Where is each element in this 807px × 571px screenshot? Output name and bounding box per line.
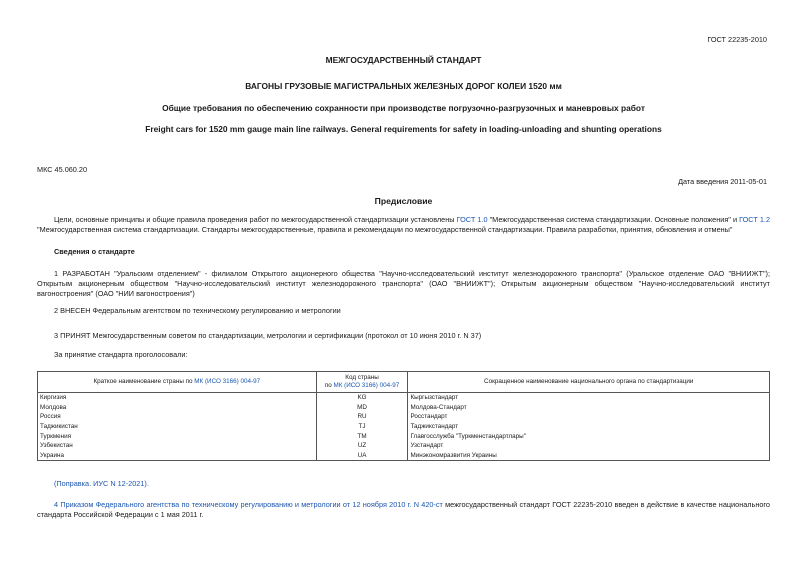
table-header-row: [38, 372, 770, 393]
body-cell: Росстандарт: [408, 412, 770, 422]
header-country-code: Код страны по МК (ИСО 3166) 004-97: [316, 372, 408, 393]
body-cell: Минэкономразвития Украины: [408, 451, 770, 461]
voting-countries-table: [37, 371, 770, 461]
amendment-paragraph: [37, 479, 770, 489]
body-cell: Молдова-Стандарт: [408, 403, 770, 413]
body-cell: Главгосслужба "Туркменстандартлары": [408, 431, 770, 441]
item-1-developed: 1 РАЗРАБОТАН "Уральским отделением" - филиалом Открытого акционерного общества "Научно-исследовательский институт железнодорожного транспорта" (Уральское отделение ОАО "ВНИИЖТ"); Открытым акционерным обществом "Научно-исследовательский институт железнодорожного транспорта" (ОАО "ВНИИЖТ"); Открытым акционерным обществом "Научно-исследовательский институт вагоностроения" (ОАО "НИИ вагоностроения"): [37, 269, 770, 298]
code-cell: RU: [316, 412, 408, 422]
item-4-text: межгосударственный стандарт ГОСТ 22235-2010 введен в действие в качестве национального стандарта Российской Федерации с 1 мая 2011 г.: [37, 500, 770, 519]
header-national-body: Сокращенное наименование национального органа по стандартизации: [408, 372, 770, 393]
item-3-adopted: 3 ПРИНЯТ Межгосударственным советом по стандартизации, метрологии и сертификации (протокол от 10 июня 2010 г. N 37): [54, 331, 482, 340]
mk-iso-3166-link[interactable]: МК (ИСО 3166) 004-97: [194, 377, 261, 385]
country-cell: Таджикистан: [38, 422, 317, 432]
standard-heading: МЕЖГОСУДАРСТВЕННЫЙ СТАНДАРТ: [325, 55, 482, 65]
about-standard-heading: Сведения о стандарте: [54, 247, 135, 256]
mk-iso-3166-link-2[interactable]: МК (ИСО 3166) 004-97: [333, 382, 400, 389]
mks-code: МКС 45.060.20: [37, 165, 88, 174]
body-cell: Узстандарт: [408, 441, 770, 451]
body-cell: Таджикстандарт: [408, 422, 770, 432]
table-row: [38, 403, 770, 413]
country-cell: Украина: [38, 451, 317, 461]
amendment-link[interactable]: (Поправка. ИУС N 12-2021).: [54, 479, 149, 488]
table-row: [38, 451, 770, 461]
country-cell: Туркмения: [38, 431, 317, 441]
preface-paragraph: [37, 215, 770, 235]
code-cell: KG: [316, 393, 408, 403]
code-cell: UA: [316, 451, 408, 461]
header-country-name: Краткое наименование страны по МК (ИСО 3166) 004-97: [38, 372, 317, 393]
preface-text-3: "Межгосударственная система стандартизации. Стандарты межгосударственные, правила и рекомендации по межгосударственной стандартизации. Правила разработки, принятия, обновления и отмены": [37, 224, 733, 234]
code-cell: UZ: [316, 441, 408, 451]
doc-subtitle: Общие требования по обеспечению сохранности при производстве погрузочно-разгрузочных и маневровых работ: [162, 103, 645, 113]
order-420-link[interactable]: 4 Приказом Федерального агентства по техническому регулированию и метрологии от 12 ноября 2010 г. N 420-ст: [54, 500, 443, 509]
introduction-date: Дата введения 2011-05-01: [678, 177, 767, 186]
code-cell: TJ: [316, 422, 408, 432]
table-row: [38, 393, 770, 403]
code-cell: MD: [316, 403, 408, 413]
preface-title: Предисловие: [374, 196, 433, 206]
item-2-submitted: 2 ВНЕСЕН Федеральным агентством по техническому регулированию и метрологии: [54, 306, 341, 315]
doc-code: ГОСТ 22235-2010: [707, 35, 767, 44]
body-cell: Кыргызстандарт: [408, 393, 770, 403]
preface-text-2: "Межгосударственная система стандартизации. Основные положения" и: [487, 215, 740, 224]
country-cell: Молдова: [38, 403, 317, 413]
gost-1-2-link[interactable]: ГОСТ 1.2: [739, 215, 771, 224]
table-row: [38, 441, 770, 451]
table-row: [38, 431, 770, 441]
code-cell: TM: [316, 431, 408, 441]
voted-label: За принятие стандарта проголосовали:: [54, 350, 188, 359]
country-cell: Узбекистан: [38, 441, 317, 451]
gost-1-0-link[interactable]: ГОСТ 1.0: [456, 215, 488, 224]
doc-title: ВАГОНЫ ГРУЗОВЫЕ МАГИСТРАЛЬНЫХ ЖЕЛЕЗНЫХ ДОРОГ КОЛЕИ 1520 мм: [245, 81, 562, 91]
table-row: [38, 412, 770, 422]
doc-title-english: Freight cars for 1520 mm gauge main line railways. General requirements for safety in loading-unloading and shunting operations: [145, 124, 662, 134]
preface-text-1: Цели, основные принципы и общие правила проведения работ по межгосударственной стандартизации установлены: [54, 215, 457, 224]
country-cell: Россия: [38, 412, 317, 422]
table-row: [38, 422, 770, 432]
country-cell: Киргизия: [38, 393, 317, 403]
item-4-enacted: [37, 500, 770, 520]
